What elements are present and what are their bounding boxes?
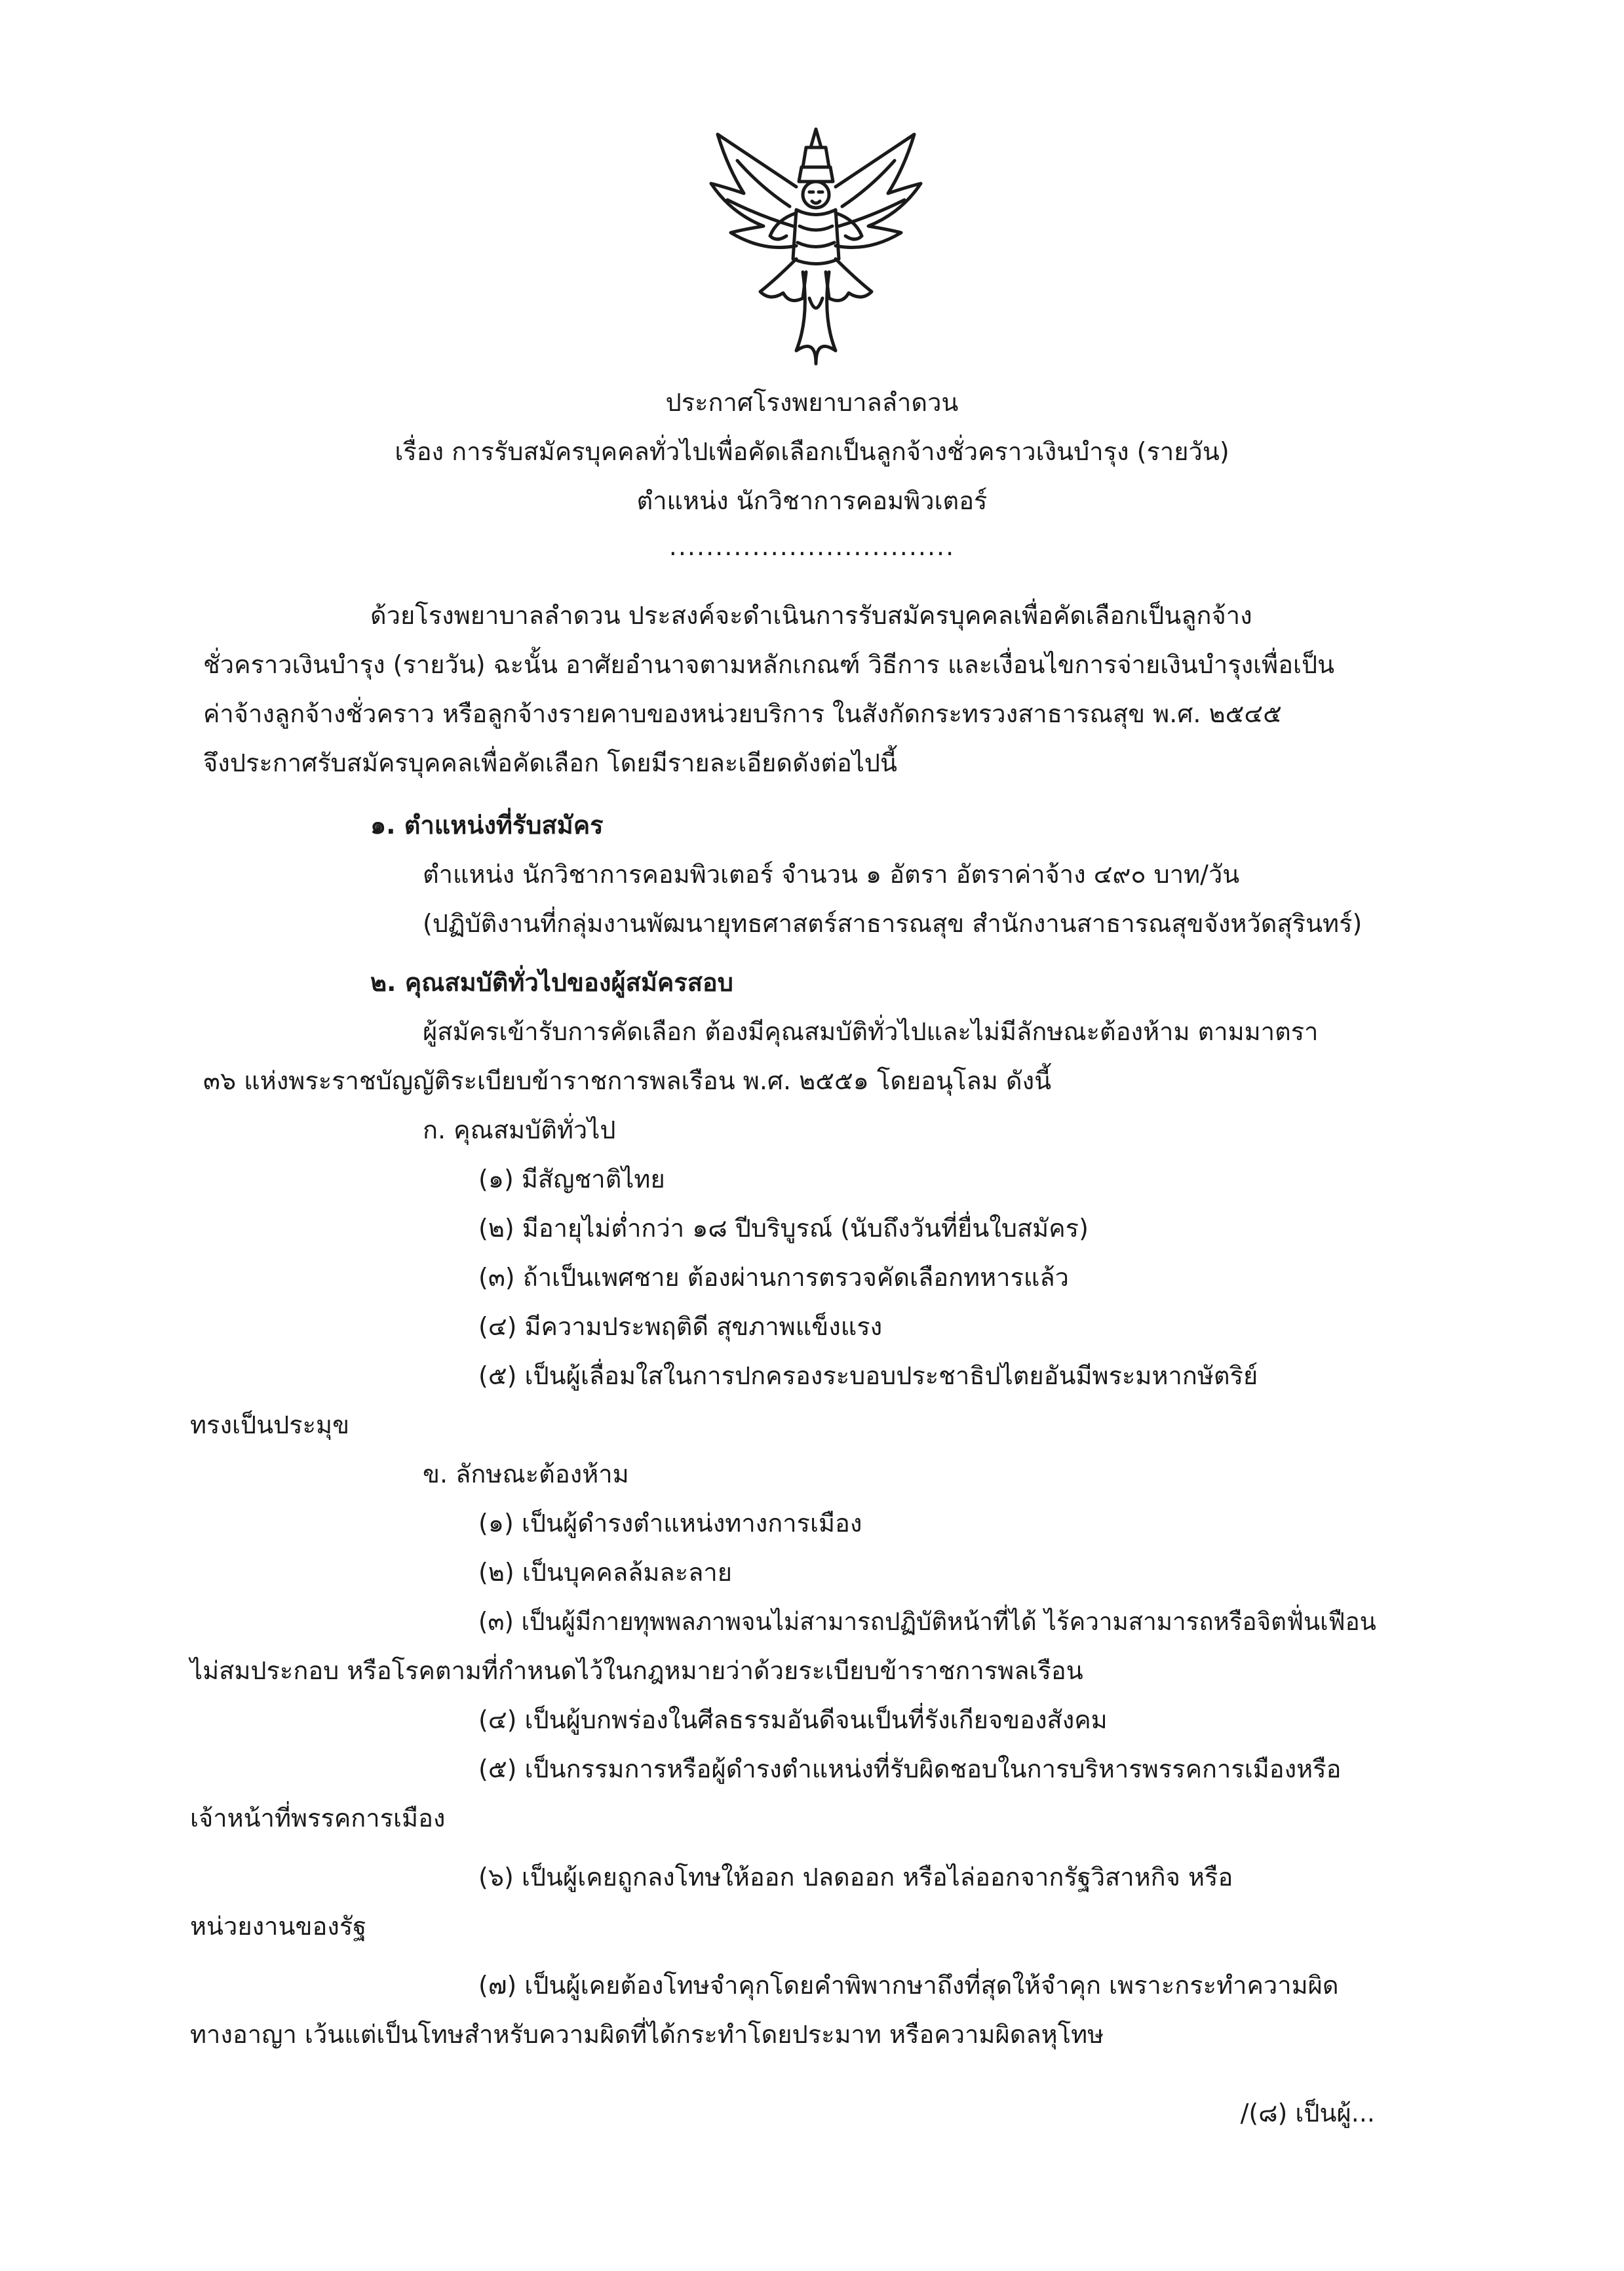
section-2-heading: ๒. คุณสมบัติทั่วไปของผู้สมัครสอบ <box>370 968 733 997</box>
document-subject: เรื่อง การรับสมัครบุคคลทั่วไปเพื่อคัดเลือกเป็นลูกจ้างชั่วคราวเงินบำรุง (รายวัน) <box>395 437 1229 466</box>
section-2-intro-line-2: ๓๖ แห่งพระราชบัญญัติระเบียบข้าราชการพลเรือน พ.ศ. ๒๕๕๑ โดยอนุโลม ดังนี้ <box>203 1066 1052 1095</box>
section-1-line-2: (ปฏิบัติงานที่กลุ่มงานพัฒนายุทธศาสตร์สาธารณสุข สำนักงานสาธารณสุขจังหวัดสุรินทร์) <box>423 909 1363 938</box>
prohibited-item-1: (๑) เป็นผู้ดำรงตำแหน่งทางการเมือง <box>478 1509 862 1538</box>
garuda-emblem-icon <box>698 121 934 370</box>
prohibited-heading: ข. ลักษณะต้องห้าม <box>423 1460 629 1488</box>
general-item-5-continued: ทรงเป็นประมุข <box>190 1410 350 1439</box>
prohibited-item-2: (๒) เป็นบุคคลล้มละลาย <box>478 1558 733 1587</box>
prohibited-item-3: (๓) เป็นผู้มีกายทุพพลภาพจนไม่สามารถปฏิบัติหน้าที่ได้ ไร้ความสามารถหรือจิตฟั่นเฟือน <box>478 1607 1376 1636</box>
prohibited-item-7-continued: ทางอาญา เว้นแต่เป็นโทษสำหรับความผิดที่ได้กระทำโดยประมาท หรือความผิดลหุโทษ <box>190 2020 1104 2049</box>
section-1-line-1: ตำแหน่ง นักวิชาการคอมพิวเตอร์ จำนวน ๑ อัตรา อัตราค่าจ้าง ๔๙๐ บาท/วัน <box>423 860 1240 889</box>
prohibited-item-3-continued: ไม่สมประกอบ หรือโรคตามที่กำหนดไว้ในกฎหมายว่าด้วยระเบียบข้าราชการพลเรือน <box>190 1656 1083 1685</box>
page-continuation-marker: /(๘) เป็นผู้... <box>1240 2099 1375 2127</box>
intro-line-1: ด้วยโรงพยาบาลลำดวน ประสงค์จะดำเนินการรับสมัครบุคคลเพื่อคัดเลือกเป็นลูกจ้าง <box>370 601 1252 630</box>
general-item-4: (๔) มีความประพฤติดี สุขภาพแข็งแรง <box>478 1312 883 1341</box>
intro-line-3: ค่าจ้างลูกจ้างชั่วคราว หรือลูกจ้างรายคาบของหน่วยบริการ ในสังกัดกระทรวงสาธารณสุข พ.ศ. ๒๕๔๕ <box>203 699 1282 728</box>
section-1-heading: ๑. ตำแหน่งที่รับสมัคร <box>370 811 604 840</box>
title-dotted-separator: ............................... <box>668 532 956 561</box>
prohibited-item-5-continued: เจ้าหน้าที่พรรคการเมือง <box>190 1804 446 1833</box>
prohibited-item-4: (๔) เป็นผู้บกพร่องในศีลธรรมอันดีจนเป็นที่รังเกียจของสังคม <box>478 1705 1108 1734</box>
prohibited-item-7: (๗) เป็นผู้เคยต้องโทษจำคุกโดยคำพิพากษาถึงที่สุดให้จำคุก เพราะกระทำความผิด <box>478 1971 1339 2000</box>
general-qualifications-heading: ก. คุณสมบัติทั่วไป <box>423 1116 616 1144</box>
general-item-1: (๑) มีสัญชาติไทย <box>478 1165 665 1194</box>
prohibited-item-6: (๖) เป็นผู้เคยถูกลงโทษให้ออก ปลดออก หรือไล่ออกจากรัฐวิสาหกิจ หรือ <box>478 1863 1233 1892</box>
document-position: ตำแหน่ง นักวิชาการคอมพิวเตอร์ <box>636 486 988 515</box>
general-item-2: (๒) มีอายุไม่ต่ำกว่า ๑๘ ปีบริบูรณ์ (นับถึงวันที่ยื่นใบสมัคร) <box>478 1214 1089 1243</box>
intro-line-4: จึงประกาศรับสมัครบุคคลเพื่อคัดเลือก โดยมีรายละเอียดดังต่อไปนี้ <box>203 748 898 777</box>
general-item-3: (๓) ถ้าเป็นเพศชาย ต้องผ่านการตรวจคัดเลือกทหารแล้ว <box>478 1263 1070 1292</box>
prohibited-item-5: (๕) เป็นกรรมการหรือผู้ดำรงตำแหน่งที่รับผิดชอบในการบริหารพรรคการเมืองหรือ <box>478 1755 1342 1783</box>
section-2-intro-line-1: ผู้สมัครเข้ารับการคัดเลือก ต้องมีคุณสมบัติทั่วไปและไม่มีลักษณะต้องห้าม ตามมาตรา <box>423 1017 1319 1046</box>
prohibited-item-6-continued: หน่วยงานของรัฐ <box>190 1912 367 1941</box>
general-item-5: (๕) เป็นผู้เลื่อมใสในการปกครองระบอบประชาธิปไตยอันมีพระมหากษัตริย์ <box>478 1361 1258 1390</box>
intro-line-2: ชั่วคราวเงินบำรุง (รายวัน) ฉะนั้น อาศัยอำนาจตามหลักเกณฑ์ วิธีการ และเงื่อนไขการจ่ายเงินบำรุงเพื่อเป็น <box>203 650 1335 679</box>
document-title: ประกาศโรงพยาบาลลำดวน <box>665 388 959 417</box>
